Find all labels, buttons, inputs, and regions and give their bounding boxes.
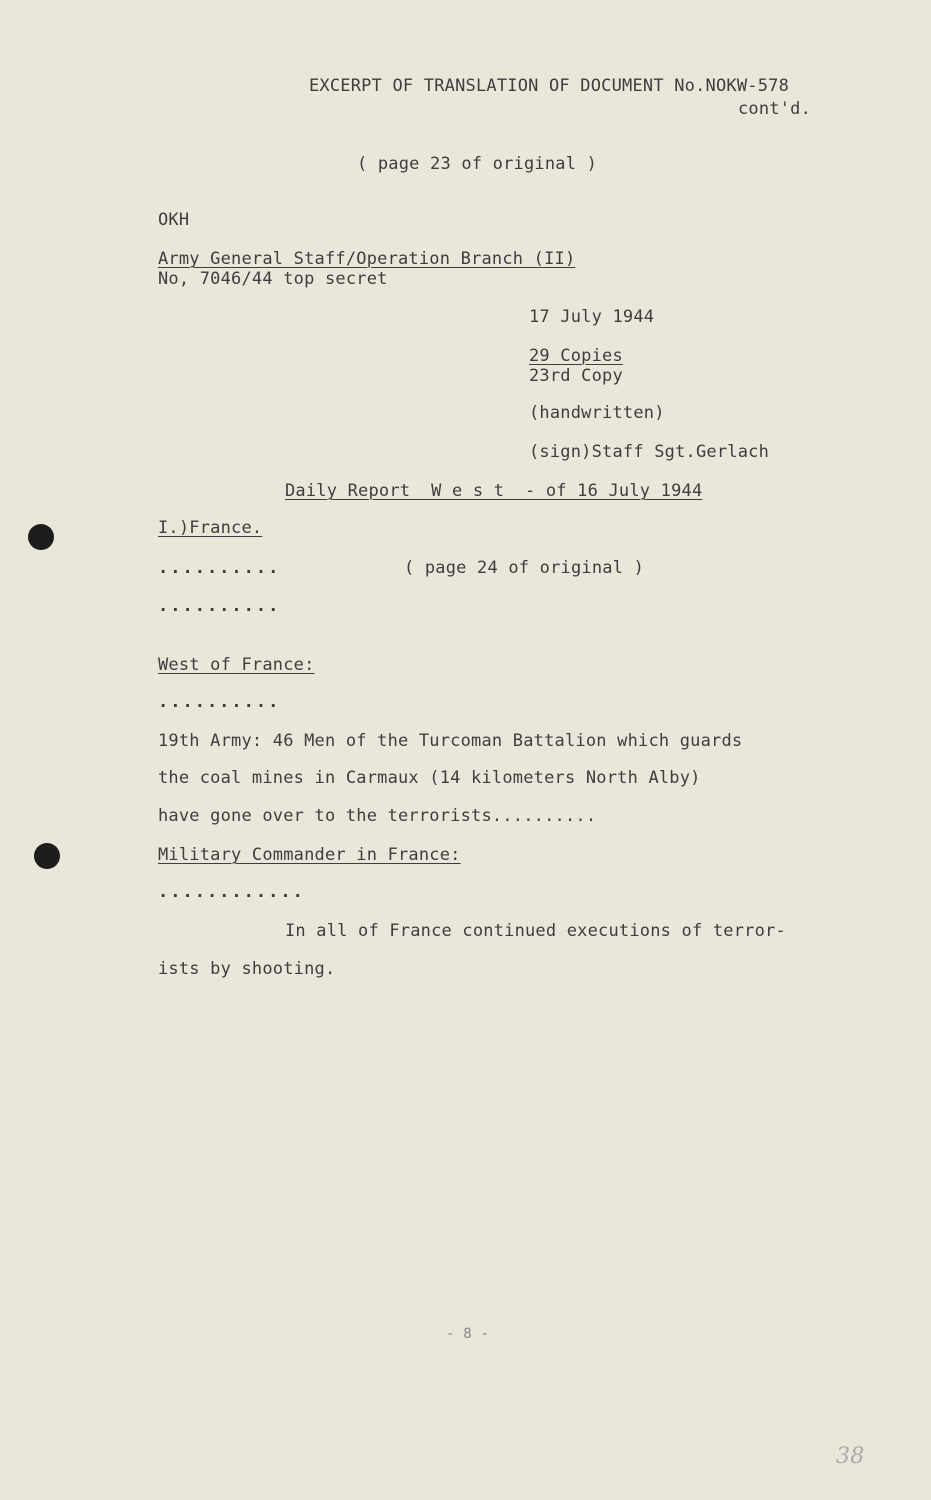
west-of-france-heading: West of France:	[158, 655, 315, 675]
section-france: I.)France.	[158, 518, 263, 538]
copies-count: 29 Copies	[529, 346, 623, 366]
copy-number: 23rd Copy	[529, 366, 623, 386]
page-number: - 8 -	[446, 1326, 490, 1342]
paragraph-1-line-1: 19th Army: 46 Men of the Turcoman Battalion which guards	[158, 731, 743, 751]
ellipsis-2: ..........	[158, 596, 281, 616]
report-date: 17 July 1944	[529, 307, 655, 327]
paragraph-1-line-2: the coal mines in Carmaux (14 kilometers North Alby)	[158, 768, 701, 788]
continued-note: cont'd.	[738, 99, 812, 119]
ellipsis-1: ..........	[158, 558, 281, 578]
page-reference-24: ( page 24 of original )	[404, 558, 645, 578]
paragraph-1-line-3: have gone over to the terrorists..........	[158, 806, 597, 826]
punch-hole-top	[28, 524, 54, 550]
page-reference-23: ( page 23 of original )	[357, 154, 598, 174]
punch-hole-bottom	[34, 843, 60, 869]
branch-heading: Army General Staff/Operation Branch (II)	[158, 249, 576, 269]
ellipsis-4: ............	[158, 882, 305, 902]
paragraph-2-line-2: ists by shooting.	[158, 959, 336, 979]
document-title: EXCERPT OF TRANSLATION OF DOCUMENT No.NOKW-578	[309, 76, 790, 96]
reference-number: No, 7046/44 top secret	[158, 269, 388, 289]
ellipsis-3: ..........	[158, 692, 281, 712]
signature-line: (sign)Staff Sgt.Gerlach	[529, 442, 770, 462]
military-commander-heading: Military Commander in France:	[158, 845, 461, 865]
daily-report-title: Daily Report W e s t - of 16 July 1944	[285, 481, 703, 501]
paragraph-2-line-1: In all of France continued executions of terror-	[285, 921, 786, 941]
corner-handwritten-mark: 38	[836, 1444, 865, 1469]
organization: OKH	[158, 210, 190, 230]
handwritten-note: (handwritten)	[529, 403, 665, 423]
